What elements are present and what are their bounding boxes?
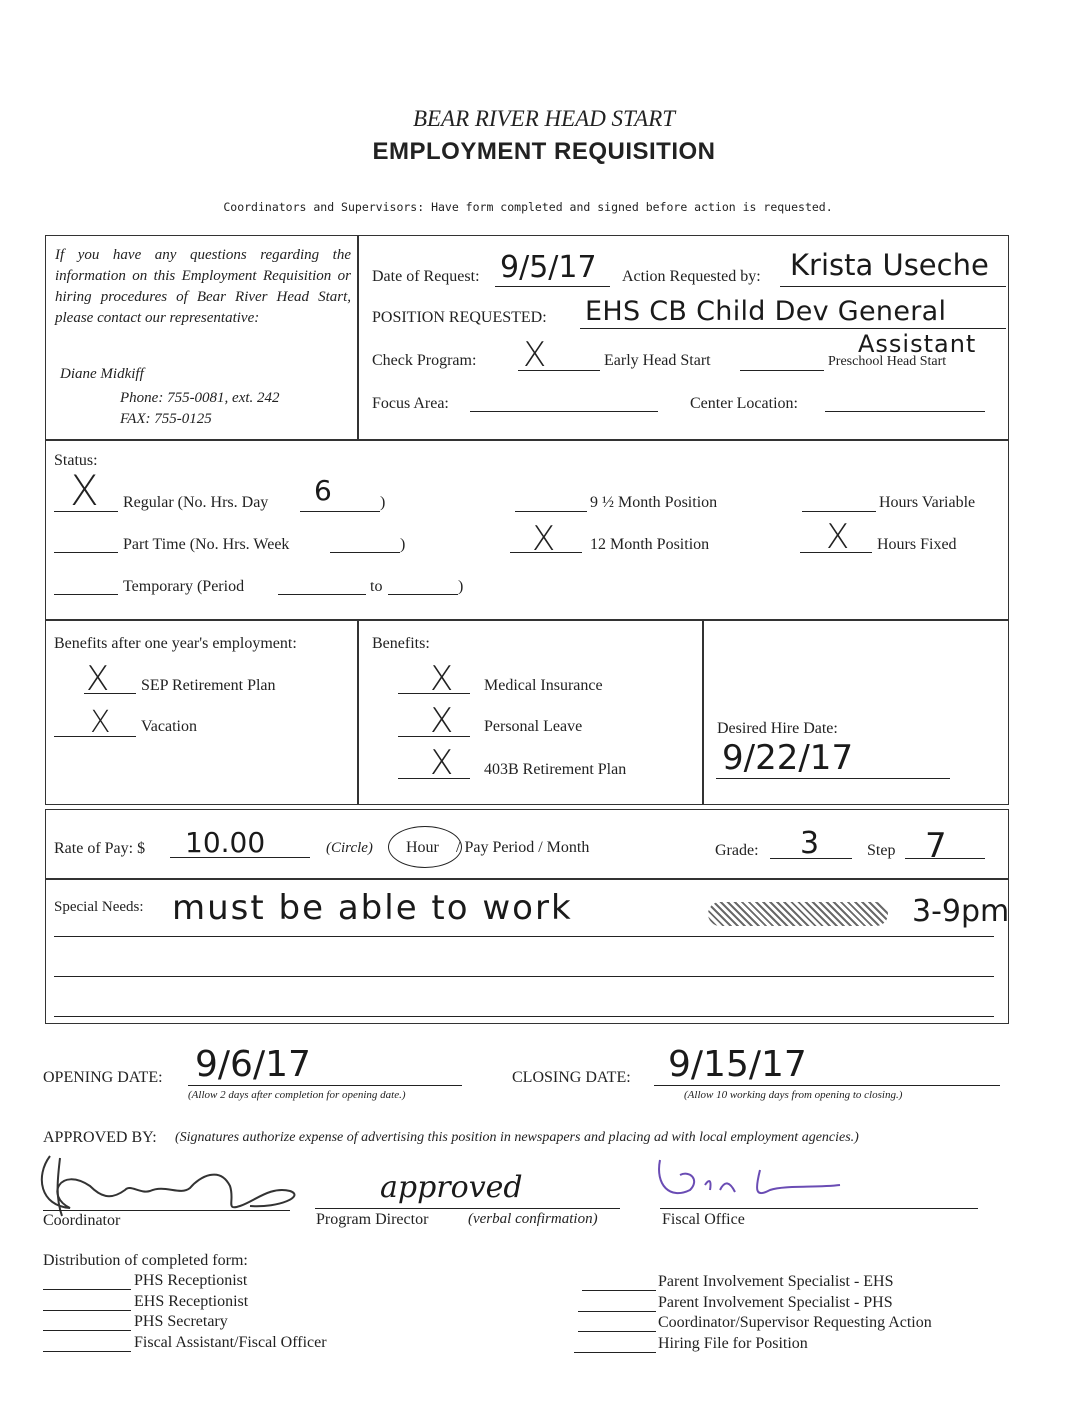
nine-month-label: 9 ½ Month Position bbox=[590, 494, 718, 511]
fiscal-signature bbox=[650, 1150, 850, 1210]
vacation-label: Vacation bbox=[141, 718, 197, 735]
temporary-to-label: to bbox=[370, 578, 383, 595]
position-value-2: Assistant bbox=[858, 330, 977, 358]
grade-label: Grade: bbox=[715, 842, 759, 859]
opening-date-value: 9/6/17 bbox=[195, 1044, 311, 1085]
part-time-close-paren: ) bbox=[400, 536, 406, 553]
form-instruction: Coordinators and Supervisors: Have form completed and signed before action is requested. bbox=[223, 200, 833, 214]
contact-fax: FAX: 755-0125 bbox=[120, 411, 212, 427]
dist-right-1: Parent Involvement Specialist - EHS bbox=[658, 1273, 894, 1290]
date-of-request-value: 9/5/17 bbox=[500, 250, 597, 285]
early-head-start-label: Early Head Start bbox=[604, 352, 711, 369]
approved-by-note: (Signatures authorize expense of advertising this position in newspapers and placing ad with local employment agencies.) bbox=[175, 1130, 859, 1145]
contact-text: If you have any questions regarding the information on this Employment Requisition or hiring procedures of Bear River Head Start, please contact our representative: bbox=[55, 247, 351, 326]
opening-date-label: OPENING DATE: bbox=[43, 1069, 163, 1086]
twelve-month-label: 12 Month Position bbox=[590, 536, 710, 553]
fiscal-label: Fiscal Office bbox=[662, 1211, 745, 1228]
hours-variable-label: Hours Variable bbox=[879, 494, 976, 511]
step-label: Step bbox=[867, 842, 896, 859]
medical-check-mark: X bbox=[430, 659, 454, 699]
status-label: Status: bbox=[54, 452, 98, 469]
special-needs-value: must be able to work bbox=[172, 888, 573, 928]
hire-date-value: 9/22/17 bbox=[722, 738, 854, 778]
dist-left-1: PHS Receptionist bbox=[134, 1272, 248, 1289]
requested-by-label: Action Requested by: bbox=[622, 268, 761, 285]
special-needs-label: Special Needs: bbox=[54, 899, 144, 915]
retirement-check-mark: X bbox=[430, 743, 454, 783]
closing-date-label: CLOSING DATE: bbox=[512, 1069, 631, 1086]
rate-of-pay-label: Rate of Pay: $ bbox=[54, 840, 146, 857]
org-name: BEAR RIVER HEAD START bbox=[412, 106, 676, 131]
contact-name: Diane Midkiff bbox=[60, 366, 144, 382]
rate-of-pay-value: 10.00 bbox=[185, 826, 266, 859]
benefits-label: Benefits: bbox=[372, 635, 430, 652]
regular-hours-value: 6 bbox=[314, 474, 332, 507]
temporary-label: Temporary (Period bbox=[123, 578, 245, 595]
vacation-check-mark: X bbox=[90, 705, 111, 740]
closing-date-value: 9/15/17 bbox=[668, 1044, 807, 1085]
distribution-label: Distribution of completed form: bbox=[43, 1252, 248, 1269]
focus-area-label: Focus Area: bbox=[372, 395, 449, 412]
closing-date-note: (Allow 10 working days from opening to closing.) bbox=[684, 1089, 903, 1101]
ehs-check-mark: X bbox=[523, 335, 547, 375]
form-title: EMPLOYMENT REQUISITION bbox=[372, 138, 716, 165]
approved-by-label: APPROVED BY: bbox=[43, 1129, 157, 1146]
preschool-head-start-label: Preschool Head Start bbox=[828, 354, 947, 369]
benefits-after-year-label: Benefits after one year's employment: bbox=[54, 635, 297, 652]
contact-phone: Phone: 755-0081, ext. 242 bbox=[120, 390, 280, 406]
circle-label: (Circle) bbox=[326, 840, 373, 856]
opening-date-note: (Allow 2 days after completion for opening date.) bbox=[188, 1089, 406, 1101]
sep-check-mark: X bbox=[86, 659, 110, 699]
center-location-label: Center Location: bbox=[690, 395, 798, 412]
temporary-close-paren: ) bbox=[458, 578, 464, 595]
regular-close-paren: ) bbox=[380, 494, 386, 511]
director-label: Program Director bbox=[316, 1211, 429, 1228]
date-of-request-label: Date of Request: bbox=[372, 268, 480, 285]
sep-label: SEP Retirement Plan bbox=[141, 677, 276, 694]
dist-left-2: EHS Receptionist bbox=[134, 1293, 249, 1310]
check-program-label: Check Program: bbox=[372, 352, 477, 369]
dist-left-3: PHS Secretary bbox=[134, 1313, 228, 1330]
regular-label: Regular (No. Hrs. Day bbox=[123, 494, 269, 511]
hours-fixed-check-mark: X bbox=[826, 517, 850, 557]
hours-fixed-label: Hours Fixed bbox=[877, 536, 957, 553]
scribbled-out-text bbox=[708, 902, 888, 926]
retirement-label: 403B Retirement Plan bbox=[484, 761, 627, 778]
dist-right-4: Hiring File for Position bbox=[658, 1335, 808, 1352]
medical-label: Medical Insurance bbox=[484, 677, 603, 694]
dist-right-3: Coordinator/Supervisor Requesting Action bbox=[658, 1314, 932, 1331]
regular-check-mark: X bbox=[70, 466, 99, 515]
director-note: (verbal confirmation) bbox=[468, 1211, 598, 1227]
hire-date-label: Desired Hire Date: bbox=[717, 720, 838, 737]
personal-leave-check-mark: X bbox=[430, 701, 454, 741]
pay-period-label: / Pay Period / Month bbox=[456, 839, 590, 856]
dist-left-4: Fiscal Assistant/Fiscal Officer bbox=[134, 1334, 327, 1351]
special-needs-value-2: 3-9pm bbox=[912, 894, 1010, 929]
twelve-month-check-mark: X bbox=[532, 519, 556, 559]
personal-leave-label: Personal Leave bbox=[484, 718, 583, 735]
step-value: 7 bbox=[925, 826, 947, 866]
grade-value: 3 bbox=[800, 826, 820, 861]
position-value: EHS CB Child Dev General bbox=[585, 296, 947, 327]
position-label: POSITION REQUESTED: bbox=[372, 309, 547, 326]
dist-right-2: Parent Involvement Specialist - PHS bbox=[658, 1294, 893, 1311]
requested-by-value: Krista Useche bbox=[790, 248, 989, 282]
coordinator-label: Coordinator bbox=[43, 1212, 121, 1229]
hour-label: Hour bbox=[406, 839, 439, 856]
part-time-label: Part Time (No. Hrs. Week bbox=[123, 536, 290, 553]
director-approval-value: approved bbox=[380, 1170, 523, 1205]
